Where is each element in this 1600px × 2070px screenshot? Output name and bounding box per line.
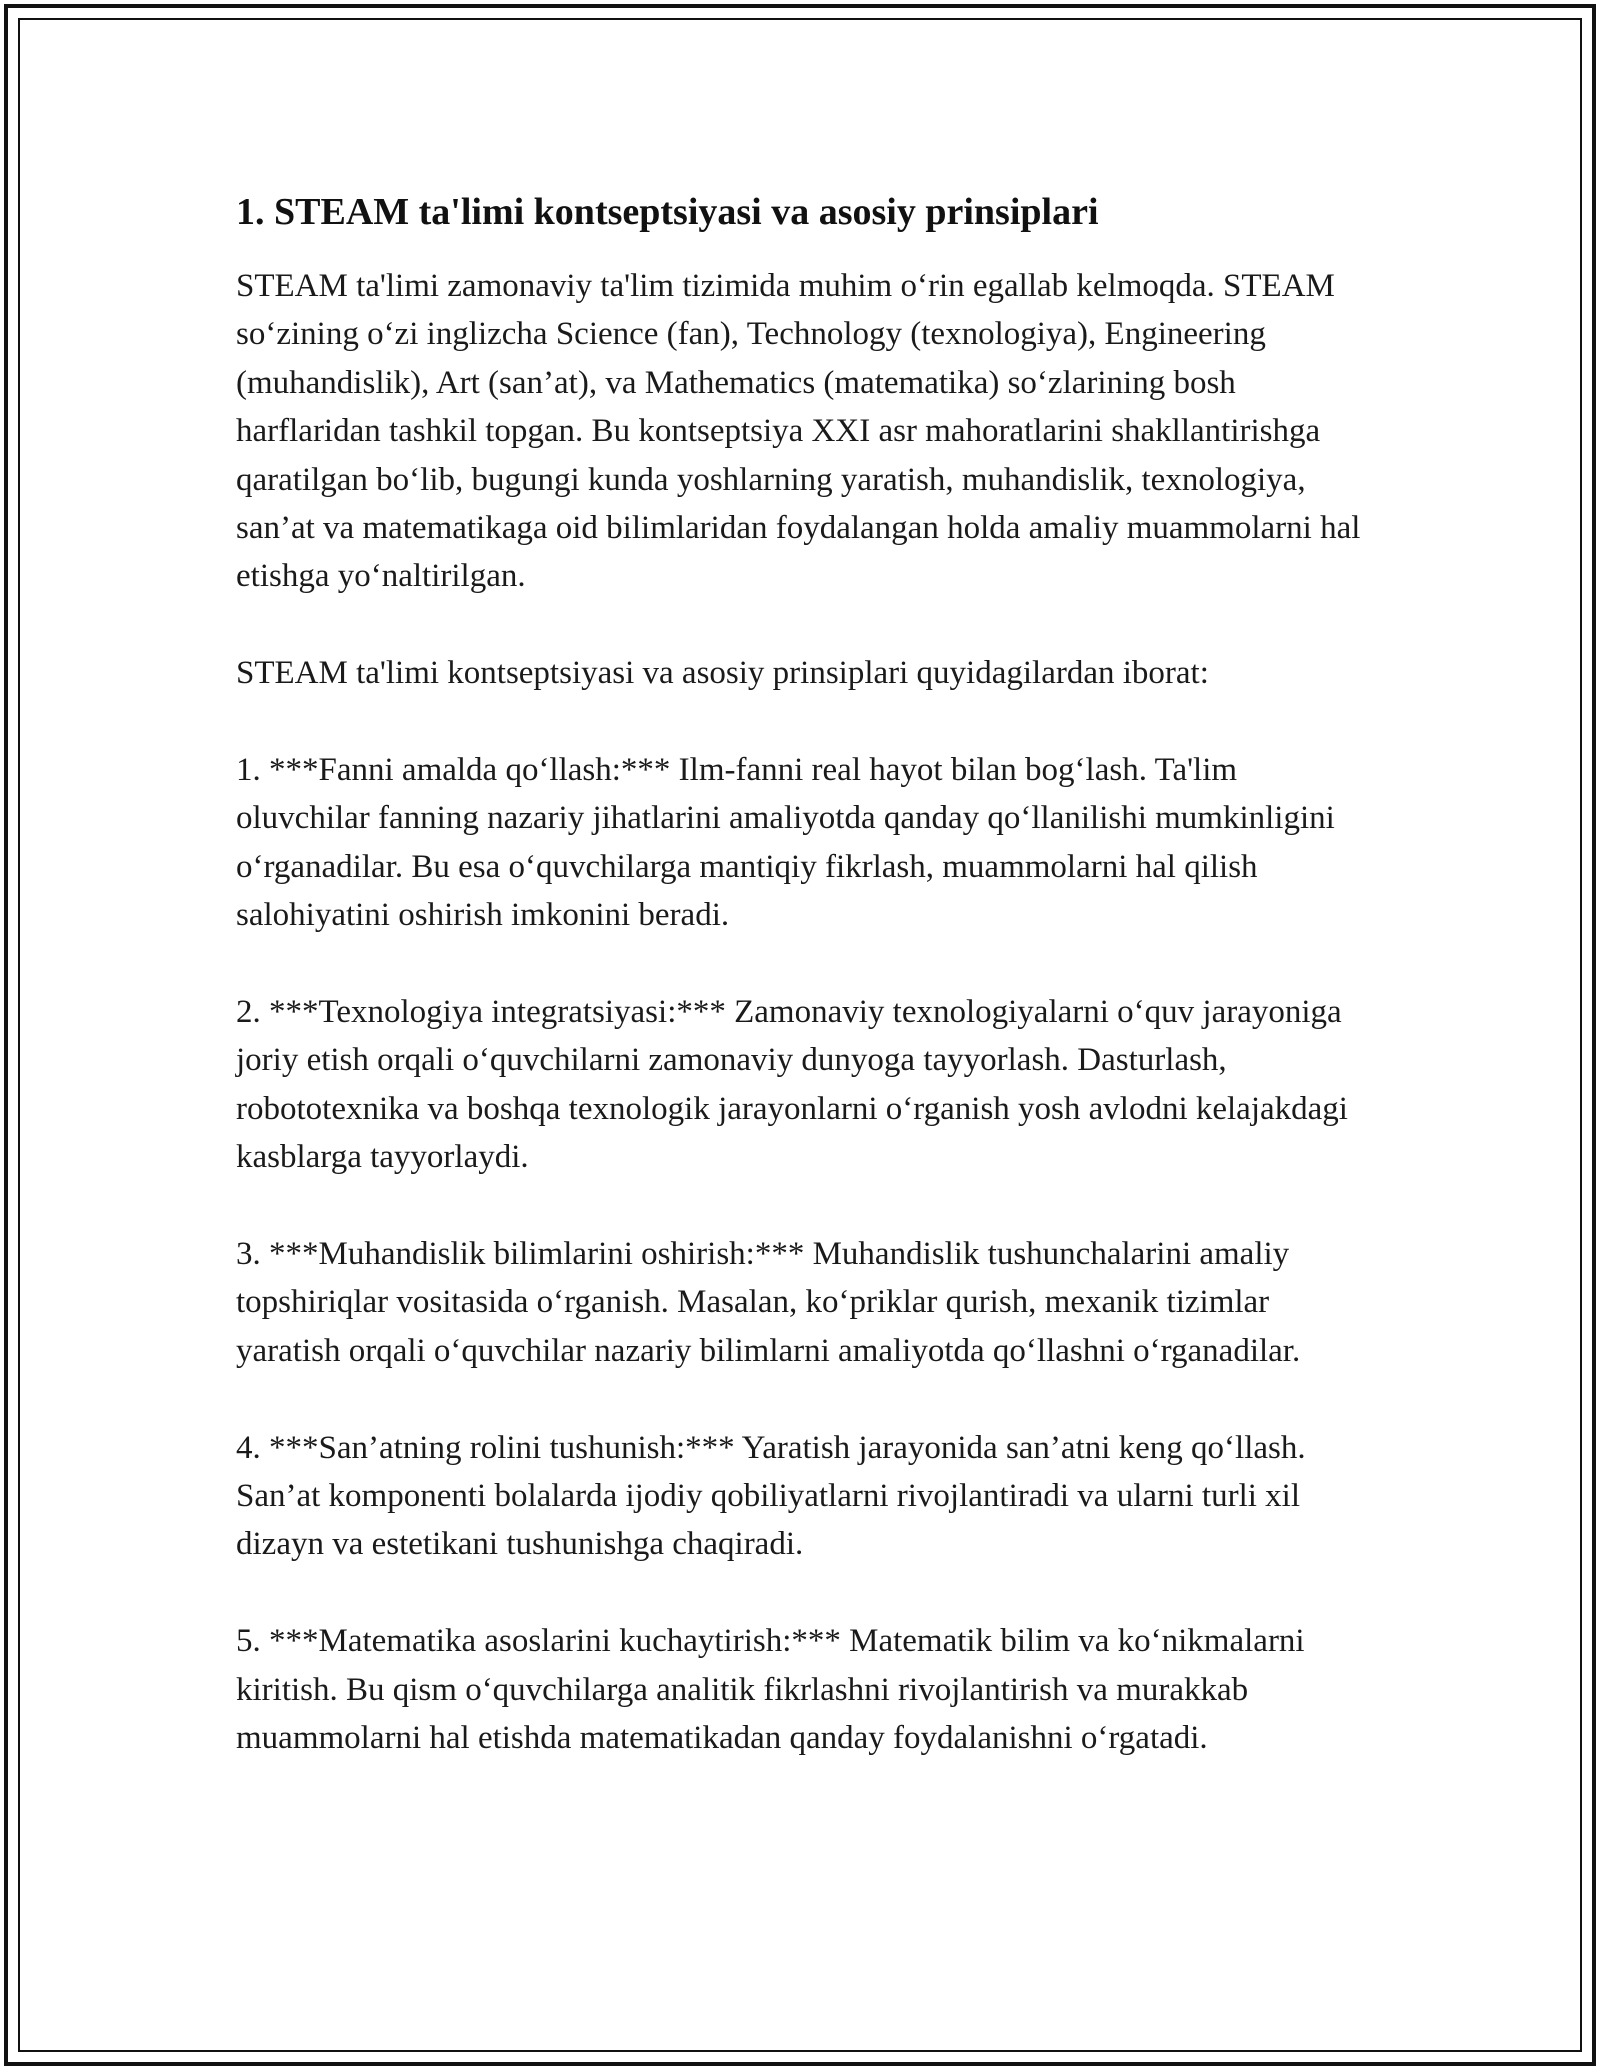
- document-body: [236, 186, 1366, 1763]
- principles-lead-paragraph: STEAM ta'limi kontseptsiyasi va asosiy prinsiplari quyidagilardan iborat:: [236, 655, 1209, 692]
- principle-2-paragraph: 2. ***Texnologiya integratsiyasi:*** Zamonaviy texnologiyalarni o‘quv jarayoniga joriy etish orqali o‘quvchilarni zamonaviy dunyoga tayyorlash. Dasturlash, robototexnika va boshqa texnologik jarayonlarni o‘rganish yosh avlodni kelajakdagi kasblarga tayyorlaydi.: [236, 994, 1348, 1176]
- section-heading: 1. STEAM ta'limi kontseptsiyasi va asosiy prinsiplari: [236, 191, 1099, 233]
- intro-paragraph: STEAM ta'limi zamonaviy ta'lim tizimida muhim o‘rin egallab kelmoqda. STEAM so‘zining o‘zi inglizcha Science (fan), Technology (texnologiya), Engineering (muhandislik), Art (san’at), va Mathematics (matematika) so‘zlarining bosh harflaridan tashkil topgan. Bu kontseptsiya XXI asr mahoratlarini shakllantirishga qaratilgan bo‘lib, bugungi kunda yoshlarning yaratish, muhandislik, texnologiya, san’at va matematikaga oid bilimlaridan foydalangan holda amaliy muammolarni hal etishga yo‘naltirilgan.: [236, 268, 1361, 595]
- principle-3-paragraph: 3. ***Muhandislik bilimlarini oshirish:*** Muhandislik tushunchalarini amaliy topshiriqlar vositasida o‘rganish. Masalan, ko‘priklar qurish, mexanik tizimlar yaratish orqali o‘quvchilar nazariy bilimlarni amaliyotda qo‘llashni o‘rganadilar.: [236, 1236, 1301, 1369]
- principle-1-paragraph: 1. ***Fanni amalda qo‘llash:*** Ilm-fanni real hayot bilan bog‘lash. Ta'lim oluvchilar fanning nazariy jihatlarini amaliyotda qanday qo‘llanilishi mumkinligini o‘rganadilar. Bu esa o‘quvchilarga mantiqiy fikrlash, muammolarni hal qilish salohiyatini oshirish imkonini beradi.: [236, 752, 1335, 934]
- principle-4-paragraph: 4. ***San’atning rolini tushunish:*** Yaratish jarayonida san’atni keng qo‘llash. San’at komponenti bolalarda ijodiy qobiliyatlarni rivojlantiradi va ularni turli xil dizayn va estetikani tushunishga chaqiradi.: [236, 1429, 1306, 1563]
- principle-5-paragraph: 5. ***Matematika asoslarini kuchaytirish:*** Matematik bilim va ko‘nikmalarni kiritish. Bu qism o‘quvchilarga analitik fikrlashni rivojlantirish va murakkab muammolarni hal etishda matematikadan qanday foydalanishni o‘rgatadi.: [236, 1623, 1305, 1757]
